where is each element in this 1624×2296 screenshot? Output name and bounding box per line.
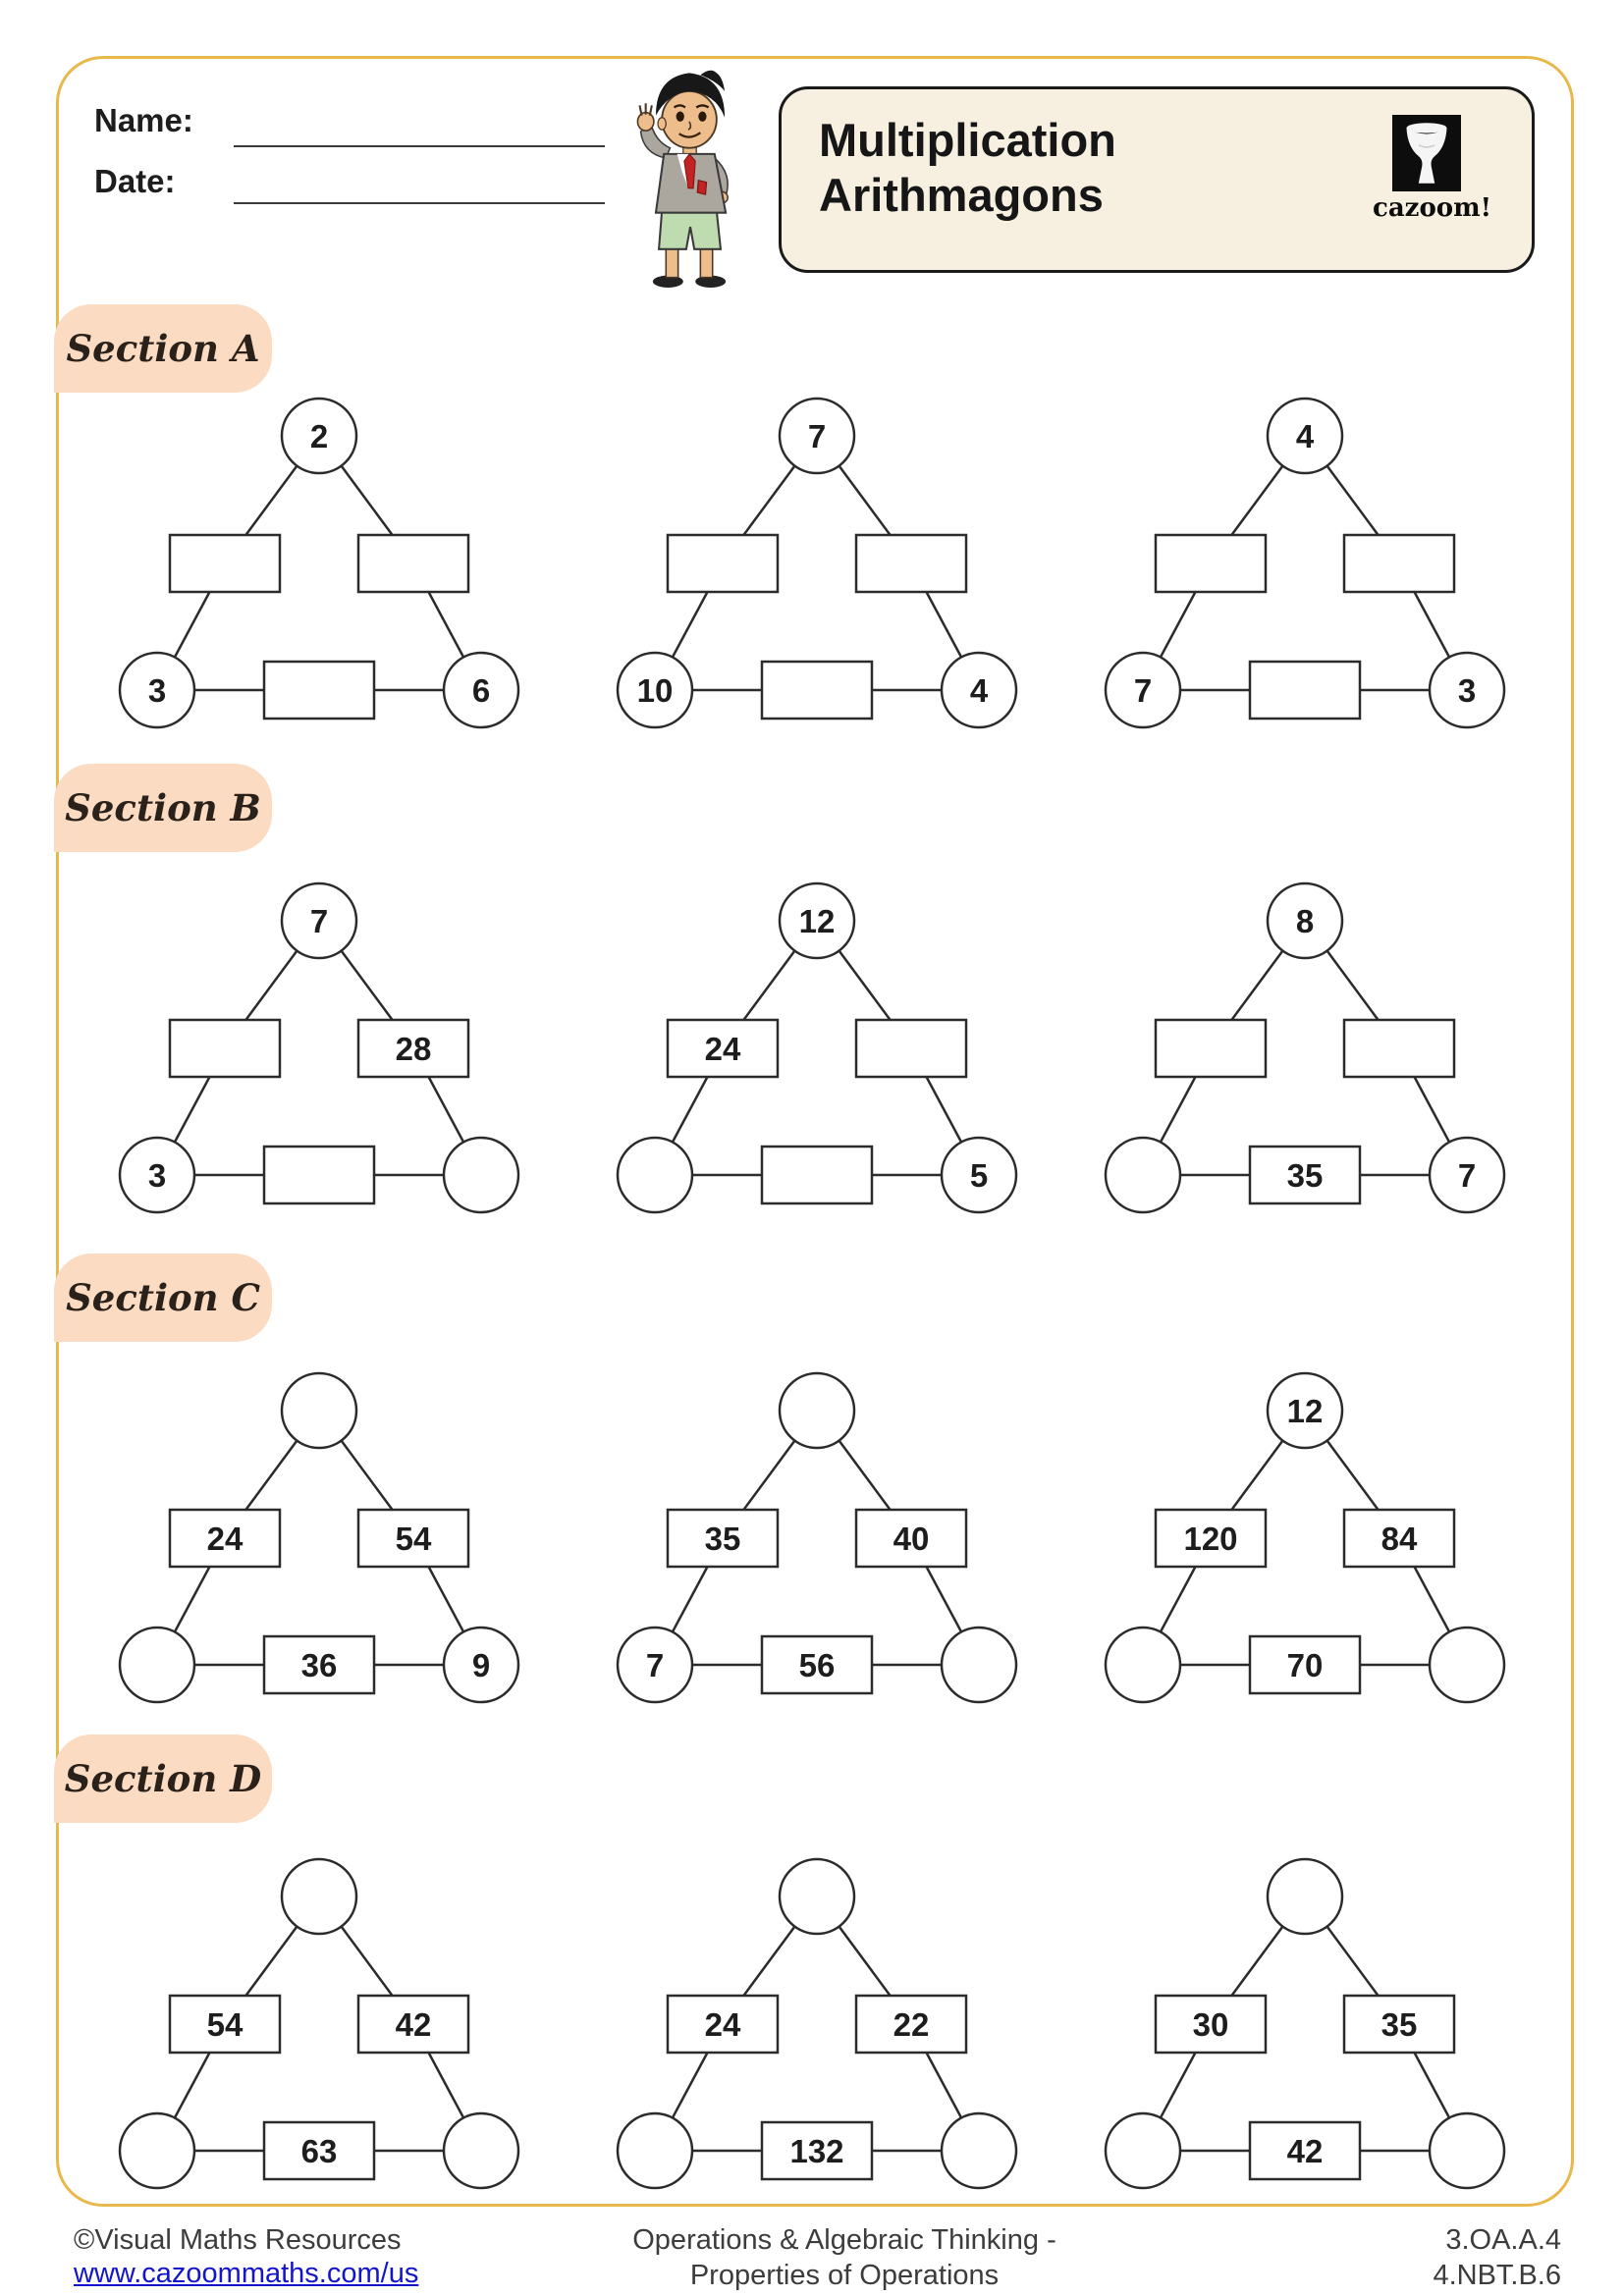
section-d-label: Section D	[54, 1735, 272, 1823]
vertex-bottom-left	[120, 2113, 194, 2188]
edge-right-value: 40	[893, 1521, 930, 1557]
vertex-top-value: 8	[1295, 903, 1315, 939]
arithmagon-a2	[611, 395, 1023, 728]
edge-right-value: 22	[893, 2006, 930, 2043]
vertex-top-value: 12	[798, 903, 836, 939]
vertex-bottom-right-value: 6	[471, 672, 491, 709]
edge-right-value: 54	[395, 1521, 432, 1557]
vertex-bottom-right-value: 3	[1457, 672, 1477, 709]
vertex-top	[780, 1373, 854, 1448]
edge-bottom-value: 132	[789, 2133, 844, 2169]
edge-right-box	[1344, 535, 1454, 592]
arithmagon-a3	[1099, 395, 1511, 728]
edge-bottom-box	[1250, 662, 1360, 719]
cartoon-boy-mascot	[601, 61, 778, 289]
edge-left-value: 54	[206, 2006, 244, 2043]
vertex-top	[1268, 1859, 1342, 1934]
vertex-top-value: 7	[807, 418, 827, 454]
edge-bottom-value: 42	[1286, 2133, 1324, 2169]
edge-left-value: 24	[206, 1521, 244, 1557]
arithmagon-c3	[1099, 1369, 1511, 1703]
edge-left-value: 120	[1183, 1521, 1238, 1557]
edge-bottom-value: 63	[300, 2133, 338, 2169]
vertex-top	[282, 1859, 356, 1934]
vertex-bottom-left	[1106, 2113, 1180, 2188]
vertex-bottom-right-value: 7	[1457, 1157, 1477, 1194]
vertex-bottom-right-value: 4	[969, 672, 989, 709]
edge-bottom-value: 70	[1286, 1647, 1324, 1683]
standards-codes	[1218, 2222, 1561, 2293]
edge-left-box	[170, 1020, 280, 1077]
arithmagon-c2	[611, 1369, 1023, 1703]
vertex-top-value: 4	[1295, 418, 1315, 454]
vertex-bottom-left-value: 10	[636, 672, 674, 709]
edge-right-box	[358, 535, 468, 592]
vertex-bottom-right	[942, 2113, 1016, 2188]
edge-right-value: 35	[1380, 2006, 1418, 2043]
vertex-bottom-left	[120, 1628, 194, 1702]
vertex-bottom-left-value: 7	[1133, 672, 1153, 709]
section-b-label: Section B	[54, 764, 272, 852]
edge-left-value: 35	[704, 1521, 741, 1557]
standard-code-1: 3.OA.A.4	[1445, 2224, 1561, 2256]
curriculum-topic-line-2: Properties of Operations	[689, 2260, 1000, 2291]
edge-right-value: 28	[395, 1031, 432, 1067]
name-label: Name:	[94, 102, 193, 138]
cazoom-wordmark: cazoom!	[1373, 193, 1492, 223]
arithmagon-b3	[1099, 880, 1511, 1213]
vertex-top	[780, 1859, 854, 1934]
edge-left-box	[1156, 535, 1266, 592]
vertex-bottom-left-value: 3	[147, 672, 167, 709]
arithmagon-d1	[113, 1855, 525, 2189]
vertex-bottom-right-value: 5	[969, 1157, 989, 1194]
arithmagon-d3	[1099, 1855, 1511, 2189]
edge-left-value: 30	[1192, 2006, 1229, 2043]
edge-bottom-value: 36	[300, 1647, 338, 1683]
edge-left-box	[1156, 1020, 1266, 1077]
cazoom-website-link[interactable]: www.cazoommaths.com/us	[74, 2258, 419, 2289]
vertex-bottom-left	[618, 1138, 692, 1212]
standard-code-2: 4.NBT.B.6	[1433, 2260, 1561, 2291]
edge-left-box	[170, 535, 280, 592]
vertex-bottom-right	[444, 1138, 518, 1212]
edge-right-box	[856, 535, 966, 592]
edge-left-value: 24	[704, 1031, 741, 1067]
arithmagon-a1	[113, 395, 525, 728]
section-c-label: Section C	[54, 1254, 272, 1342]
edge-right-value: 42	[395, 2006, 432, 2043]
vertex-bottom-left	[618, 2113, 692, 2188]
edge-bottom-box	[264, 1147, 374, 1203]
vertex-bottom-right	[1430, 1628, 1504, 1702]
vertex-top	[282, 1373, 356, 1448]
worksheet-title-box	[779, 86, 1535, 273]
edge-bottom-box	[264, 662, 374, 719]
vertex-bottom-right	[1430, 2113, 1504, 2188]
vertex-top-value: 7	[309, 903, 329, 939]
edge-bottom-box	[762, 1147, 872, 1203]
edge-left-box	[668, 535, 778, 592]
cazoom-goblet-icon	[1392, 115, 1461, 191]
edge-left-value: 24	[704, 2006, 741, 2043]
edge-right-box	[856, 1020, 966, 1077]
edge-bottom-value: 56	[798, 1647, 836, 1683]
edge-bottom-box	[762, 662, 872, 719]
arithmagon-b2	[611, 880, 1023, 1213]
section-a-label: Section A	[54, 304, 272, 393]
title-line-1: Multiplication	[819, 114, 1116, 166]
vertex-top-value: 2	[309, 418, 329, 454]
date-write-line	[234, 202, 605, 204]
vertex-bottom-right	[444, 2113, 518, 2188]
vertex-bottom-right	[942, 1628, 1016, 1702]
curriculum-topic	[471, 2222, 1218, 2293]
vertex-bottom-right-value: 9	[471, 1647, 491, 1683]
copyright-text: ©Visual Maths Resources	[74, 2224, 402, 2256]
arithmagon-b1	[113, 880, 525, 1213]
vertex-bottom-left-value: 3	[147, 1157, 167, 1194]
arithmagon-c1	[113, 1369, 525, 1703]
cazoom-logo	[1373, 115, 1492, 223]
curriculum-topic-line-1: Operations & Algebraic Thinking -	[632, 2224, 1056, 2256]
arithmagon-d2	[611, 1855, 1023, 2189]
vertex-top-value: 12	[1286, 1393, 1324, 1429]
worksheet-title	[819, 113, 1116, 223]
title-line-2: Arithmagons	[819, 169, 1104, 221]
edge-bottom-value: 35	[1286, 1157, 1324, 1194]
vertex-bottom-left-value: 7	[645, 1647, 665, 1683]
vertex-bottom-left	[1106, 1138, 1180, 1212]
vertex-bottom-left	[1106, 1628, 1180, 1702]
name-write-line	[234, 145, 605, 147]
date-label: Date:	[94, 163, 176, 199]
edge-right-box	[1344, 1020, 1454, 1077]
edge-right-value: 84	[1380, 1521, 1418, 1557]
